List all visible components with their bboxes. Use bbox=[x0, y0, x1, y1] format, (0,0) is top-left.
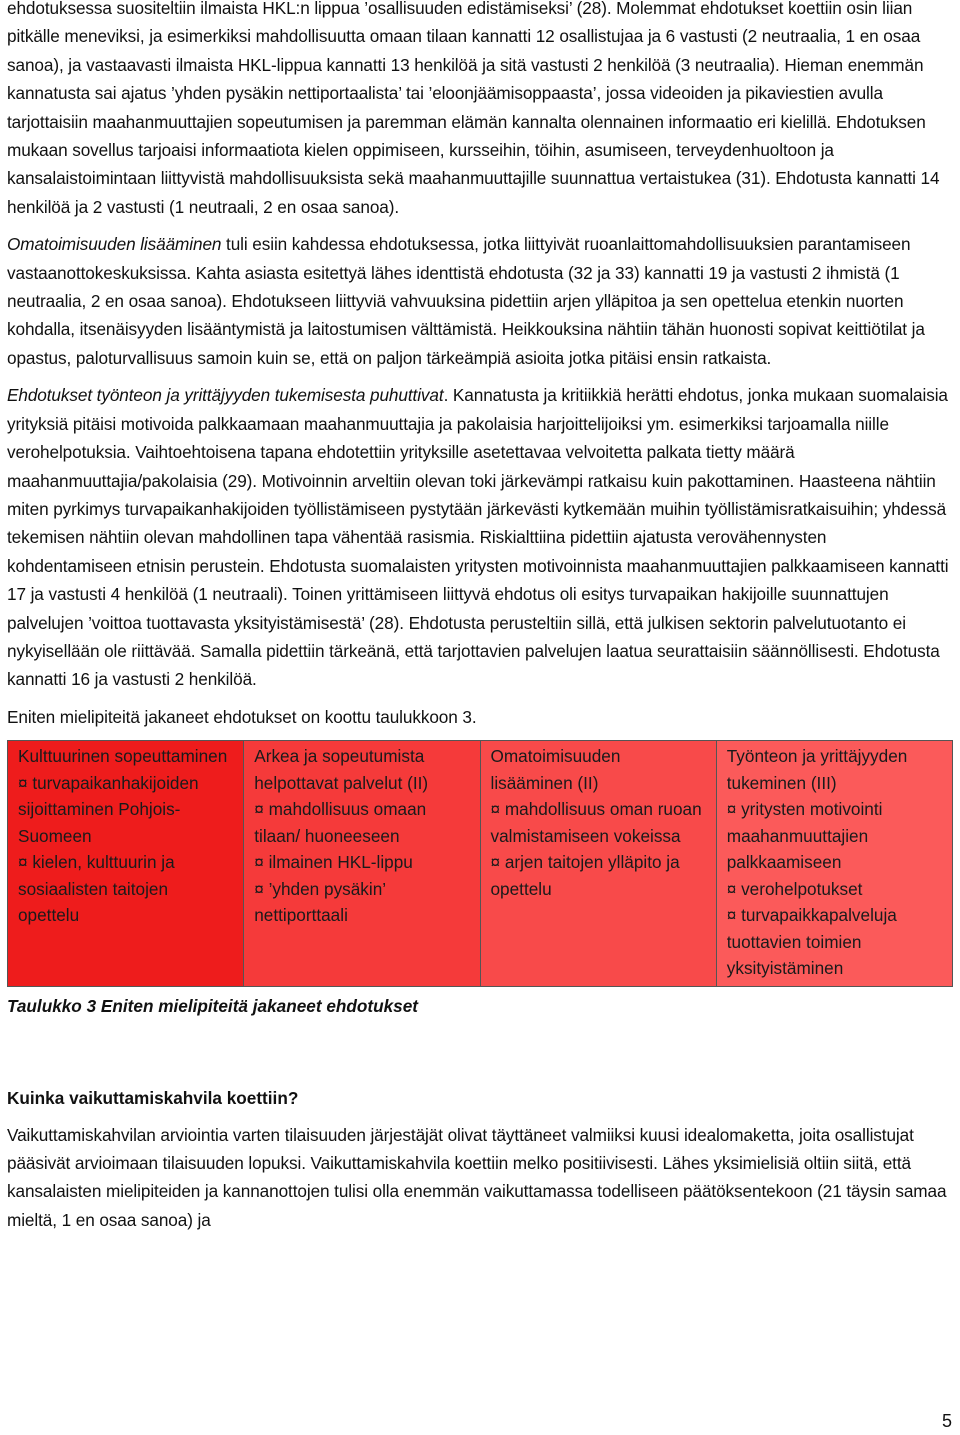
table-cell-self-reliance bbox=[480, 741, 716, 987]
paragraph-3 bbox=[7, 381, 953, 693]
paragraph-3-body: . Kannatusta ja kritiikkiä herätti ehdotus, jonka mukaan suomalaisia yrityksiä pitäisi motivoida palkkaamaan maahanmuuttajia ja pakolaisia harjoittelijoiksi ym. esimerkiksi tarjoamalla niille verohelpotuksia. Vaihtoehtoisena tapana ehdotettiin yrityksille asetettavaa velvoitetta palkata tietty määrä maahanmuuttajia/pakolaisia (29). Motivoinnin arveltiin olevan toki järkevämpi ratkaisu kuin pakottaminen. Haasteena nähtiin miten pyrkimys turvapaikanhakijoiden työllistämiseen pystytään järkevästi kytkemään muihin työllistämisratkaisuihin; yhdessä tekemisen nähtiin olevan mahdollinen tapa vähentää rasismia. Riskialttiina pidettiin ajatusta verovähennysten kohdentamiseen etnisin perustein. Ehdotusta suomalaisten yritysten motivoinnista maahanmuuttajien palkkaamiseen kannatti 17 ja vastusti 4 henkilöä (1 neutraali). Toinen yrittämiseen liittyvä ehdotus oli esitys turvapaikan hakijoille suunnattujen palvelujen ’voittoa tuottavasta yksityistämisestä’ (28). Ehdotusta perusteltiin sillä, että julkisen sektorin palvelutuotanto ei nykyisellään ole riittävää. Samalla pidettiin tärkeänä, että tarjottavien palvelujen laatua seurattaisiin säännöllisesti. Ehdotusta kannatti 16 ja vastusti 2 henkilöä. bbox=[7, 385, 949, 690]
cell-item: ¤ kielen, kulttuurin ja sosiaalisten taitojen opettelu bbox=[18, 852, 175, 926]
cell-item: ¤ turvapaikkapalveluja tuottavien toimien yksityistäminen bbox=[726, 905, 897, 979]
cell-item: ¤ arjen taitojen ylläpito ja opettelu bbox=[490, 852, 680, 899]
cell-item: ¤ turvapaikanhakijoiden sijoittaminen Pohjois-Suomeen bbox=[18, 772, 199, 846]
cell-title: Arkea ja sopeutumista helpottavat palvelut (II) bbox=[254, 746, 429, 793]
paragraph-3-lead: Ehdotukset työnteon ja yrittäjyyden tukemisesta puhuttivat bbox=[7, 385, 444, 406]
page-number: 5 bbox=[941, 1411, 952, 1431]
cell-title: Kulttuurinen sopeuttaminen bbox=[18, 746, 228, 767]
cell-item: ¤ yritysten motivointi maahanmuuttajien palkkaamiseen bbox=[726, 799, 883, 873]
cell-item: ¤ mahdollisuus oman ruoan valmistamiseen vokeissa bbox=[490, 799, 702, 846]
cell-title: Työnteon ja yrittäjyyden tukeminen (III) bbox=[726, 746, 908, 793]
paragraph-2 bbox=[7, 230, 953, 372]
section-heading: Kuinka vaikuttamiskahvila koettiin? bbox=[7, 1087, 299, 1108]
table-cell-work-entrepreneurship bbox=[716, 741, 952, 987]
paragraph-5: Vaikuttamiskahvilan arviointia varten tilaisuuden järjestäjät olivat täyttäneet valmiiksi kuusi idealomaketta, joita osallistujat pääsivät arvioimaan tilaisuuden lopuksi. Vaikuttamiskahvila koettiin melko positiivisesti. Lähes yksimielisiä oltiin siitä, että kansalaisten mielipiteiden ja kannanottojen tulisi olla enemmän vaikuttamassa todelliseen päätöksentekoon (21 täysin samaa mieltä, 1 en osaa sanoa) ja bbox=[7, 1124, 947, 1230]
cell-item: ¤ ’yhden pysäkin’ nettiporttaali bbox=[254, 878, 386, 926]
proposals-table bbox=[7, 740, 953, 987]
cell-item: ¤ mahdollisuus omaan tilaan/ huoneeseen bbox=[254, 799, 427, 846]
table-cell-cultural-adaptation bbox=[8, 741, 244, 987]
table-row bbox=[8, 741, 953, 987]
cell-item: ¤ verohelpotukset bbox=[726, 878, 863, 899]
paragraph-2-lead: Omatoimisuuden lisääminen bbox=[7, 234, 222, 255]
table-caption: Taulukko 3 Eniten mielipiteitä jakaneet ehdotukset bbox=[7, 995, 419, 1016]
paragraph-4: Eniten mielipiteitä jakaneet ehdotukset on koottu taulukkoon 3. bbox=[7, 706, 477, 727]
table-cell-everyday-services bbox=[244, 741, 480, 987]
cell-item: ¤ ilmainen HKL-lippu bbox=[254, 852, 413, 873]
paragraph-2-body: tuli esiin kahdessa ehdotuksessa, jotka liittyivät ruoanlaittomahdollisuuksien parantamiseen vastaanottokeskuksissa. Kahta asiasta esitettyä lähes identtistä ehdotusta (32 ja 33) kannatti 19 ja vastusti 2 ihmistä (1 neutraalia, 2 en osaa sanoa). Ehdotukseen liittyviä vahvuuksina pidettiin arjen ylläpitoa ja sen opettelua etenkin nuorten kohdalla, itsenäisyyden lisääntymistä ja laitostumisen välttämistä. Heikkouksina nähtiin tähän huonosti sopivat keittiötilat ja opastus, paloturvallisuus samoin kuin se, että on paljon tärkeämpiä asioita jotka pitäisi ensin ratkaista. bbox=[7, 234, 925, 368]
cell-title: Omatoimisuuden lisääminen (II) bbox=[490, 746, 621, 793]
document-page bbox=[7, 0, 953, 1243]
paragraph-1: ehdotuksessa suositeltiin ilmaista HKL:n lippua ’osallisuuden edistämiseksi’ (28). Molemmat ehdotukset koettiin osin liian pitkälle meneviksi, ja esimerkiksi mahdollisuutta omaan tilaan kannatti 12 osallistujaa ja 6 vastusti (2 neutraalia, 1 en osaa sanoa), ja vastaavasti ilmaista HKL-lippua kannatti 13 henkilöä ja sitä vastusti 2 henkilöä (3 neutraalia). Hieman enemmän kannatusta sai ajatus ’yhden pysäkin nettiportaalista’ tai ’eloonjäämisoppaasta’, jossa videoiden ja pikaviestien avulla tarjottaisiin maahanmuuttajien sopeutumisen ja paremman elämän kannalta olennainen informaatio eri kielillä. Ehdotuksen mukaan sovellus tarjoaisi informaatiota kielen oppimiseen, kursseihin, töihin, asumiseen, terveydenhuoltoon ja kansalaistoimintaan liittyvistä mahdollisuuksista sekä maahanmuuttajille suunnattua vertaistukea (31). Ehdotusta kannatti 14 henkilöä ja 2 vastusti (1 neutraali, 2 en osaa sanoa). bbox=[7, 0, 940, 217]
